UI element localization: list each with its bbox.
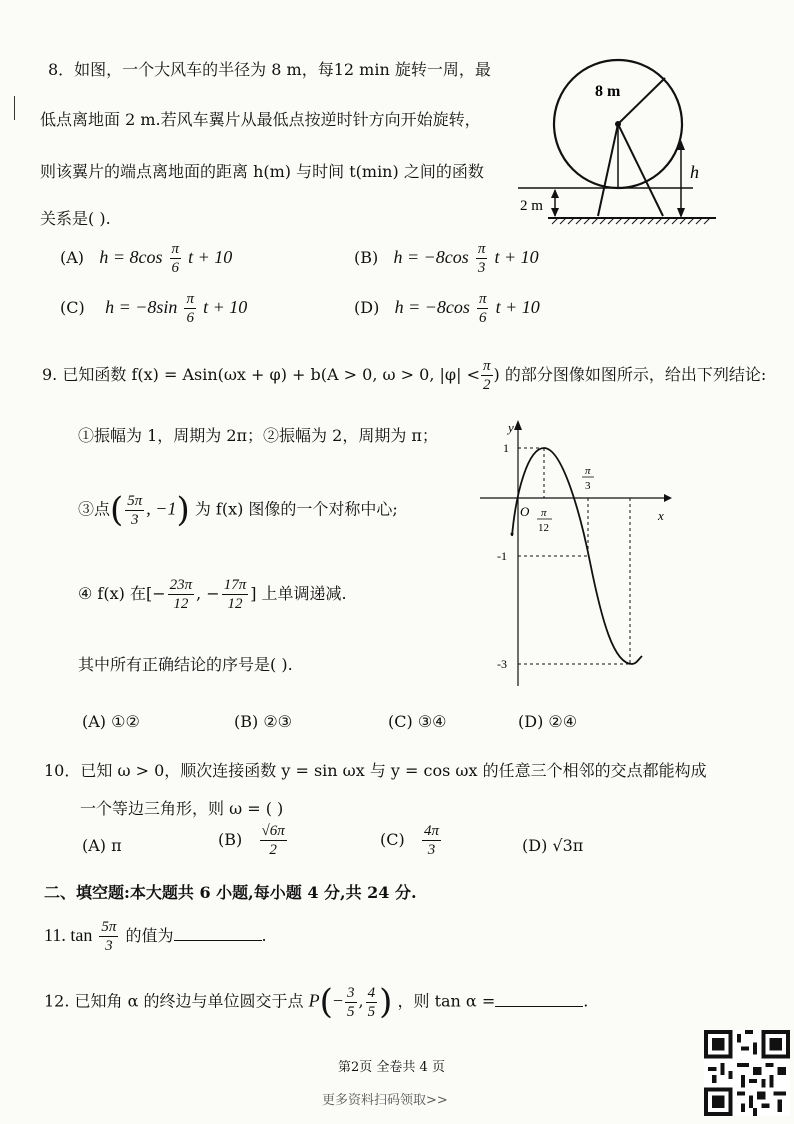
q9-stem: 9. 已知函数 f(x) = Asin(ωx + φ) + b(A > 0, ω > 0, |φ| < $\frac{\pi}{2}$ ) 的部分图像如图所示，给出下列结论: (42, 358, 767, 393)
graph-tick-x1-num: π (541, 507, 547, 519)
graph-origin-label: O (520, 504, 530, 519)
q8-line4: 关系是( ). (40, 209, 111, 228)
windmill-figure (518, 38, 718, 233)
q9-graph (480, 412, 680, 692)
q9-conclusion-1-2: ①振幅为 1，周期为 2π；②振幅为 2，周期为 π； (78, 426, 438, 445)
graph-y-label: y (508, 420, 514, 435)
q10-line2: 一个等边三角形，则 ω = ( ) (80, 799, 284, 818)
graph-tick-x1-den: 12 (538, 522, 549, 534)
q9-option-d: (D) ②④ (518, 712, 578, 731)
q12-answer-blank (495, 992, 583, 1007)
q9-conclusion-4: ④ f(x) 在[− $\frac{23\pi}{12}$ , − $\frac{17\pi}{12}$ ] 上单调递减. (78, 577, 347, 612)
fig-h-label: h (690, 162, 699, 182)
q10-option-b: (B) $\frac{√6\pi}{2}$ (218, 823, 285, 858)
section-2-heading: 二、填空题:本大题共 6 小题,每小题 4 分,共 24 分. (44, 883, 417, 902)
more-resources-link[interactable]: 更多资料扫码领取>> (322, 1093, 448, 1108)
q9-ask: 其中所有正确结论的序号是( ). (78, 655, 293, 674)
graph-tick-ym1: -1 (497, 549, 507, 563)
q8-option-a: (A) h = 8cos $\frac{\pi}{6}$ t + 10 (60, 241, 233, 276)
q12: 12. 已知角 α 的终边与单位圆交于点 P(− $\frac{3}{5}$ , $\frac{4}{5}$ ) ，则 tan α = . (44, 982, 589, 1022)
fig-ground-label: 2 m (520, 198, 543, 214)
q8-option-d: (D) h = −8cos $\frac{\pi}{6}$ t + 10 (354, 291, 540, 326)
q9-option-b: (B) ②③ (234, 712, 293, 731)
q11-answer-blank (174, 926, 262, 941)
graph-tick-x2-num: π (585, 465, 591, 477)
q11: 11. tan $\frac{5\pi}{3}$ 的值为 . (44, 919, 267, 954)
q8-line2: 低点离地面 2 m.若风车翼片从最低点按逆时针方向开始旋转， (40, 110, 481, 129)
q9-conclusion-3: ③点( $\frac{5\pi}{3}$ , −1) 为 f(x) 图像的一个对称中心; (78, 490, 398, 530)
qr-code-icon[interactable] (704, 1030, 790, 1116)
q8-line3: 则该翼片的端点离地面的距离 h(m) 与时间 t(min) 之间的函数 (40, 162, 484, 181)
q8-option-c: (C) h = −8sin $\frac{\pi}{6}$ t + 10 (60, 291, 248, 326)
q8-option-b: (B) h = −8cos $\frac{\pi}{3}$ t + 10 (354, 241, 539, 276)
graph-tick-ym3: -3 (497, 657, 507, 671)
q9-option-c: (C) ③④ (388, 712, 447, 731)
fig-radius-label: 8 m (595, 83, 621, 100)
q10-option-d: (D) √3π (522, 836, 584, 855)
q10-line1: 10．已知 ω > 0，顺次连接函数 y = sin ωx 与 y = cos ωx 的任意三个相邻的交点都能构成 (44, 761, 707, 780)
q10-option-c: (C) $\frac{4\pi}{3}$ (380, 823, 440, 858)
graph-tick-y1: 1 (503, 441, 509, 455)
q8-line1: 8．如图，一个大风车的半径为 8 m，每12 min 旋转一周，最 (48, 60, 491, 79)
q9-option-a: (A) ①② (82, 712, 140, 731)
page-number: 第2页 全卷共 4 页 (338, 1060, 445, 1075)
q10-option-a: (A) π (82, 836, 122, 855)
graph-tick-x2-den: 3 (585, 480, 591, 492)
margin-mark (14, 96, 15, 120)
graph-x-label: x (658, 508, 664, 523)
